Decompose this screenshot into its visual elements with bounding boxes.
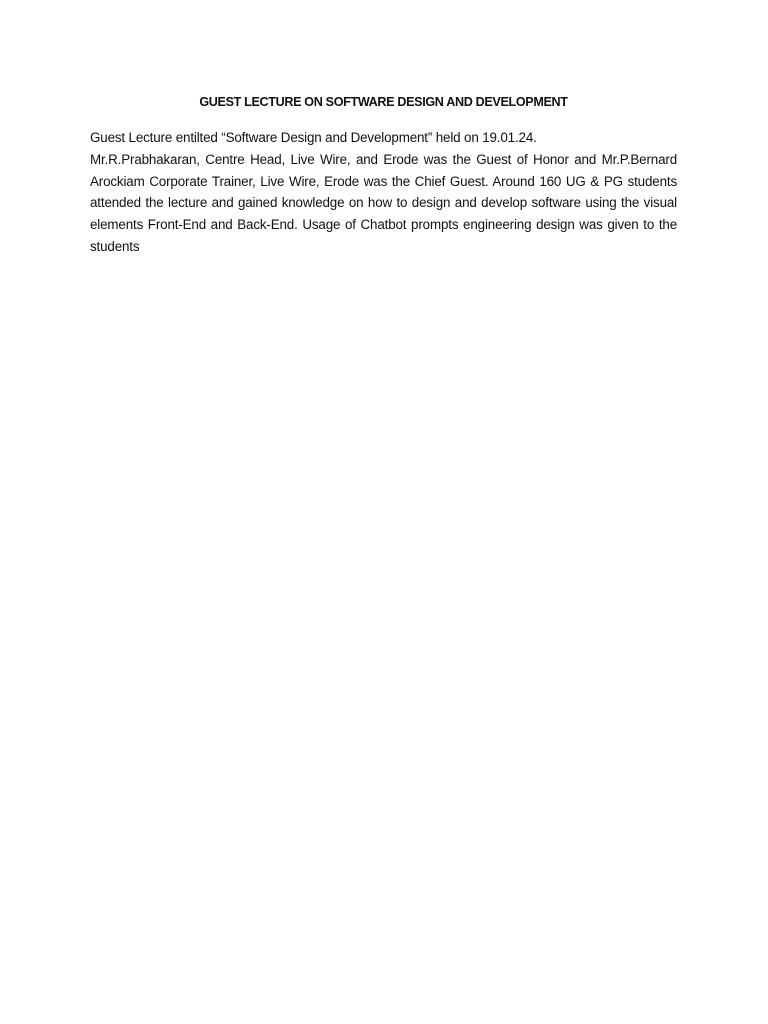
intro-paragraph: Guest Lecture entilted “Software Design and Development” held on 19.01.24. — [90, 130, 537, 145]
details-paragraph: Mr.R.Prabhakaran, Centre Head, Live Wire, and Erode was the Guest of Honor and Mr.P.Bernard Arockiam Corporate Trainer, Live Wire, Erode was the Chief Guest. Around 160 UG & PG students attended the lecture and gained knowledge on how to design and develop software using the visual elements Front-End and Back-End. Usage of Chatbot prompts engineering design was given to the students — [90, 151, 677, 254]
document-body — [90, 127, 677, 258]
document-title: GUEST LECTURE ON SOFTWARE DESIGN AND DEVELOPMENT — [199, 95, 568, 109]
